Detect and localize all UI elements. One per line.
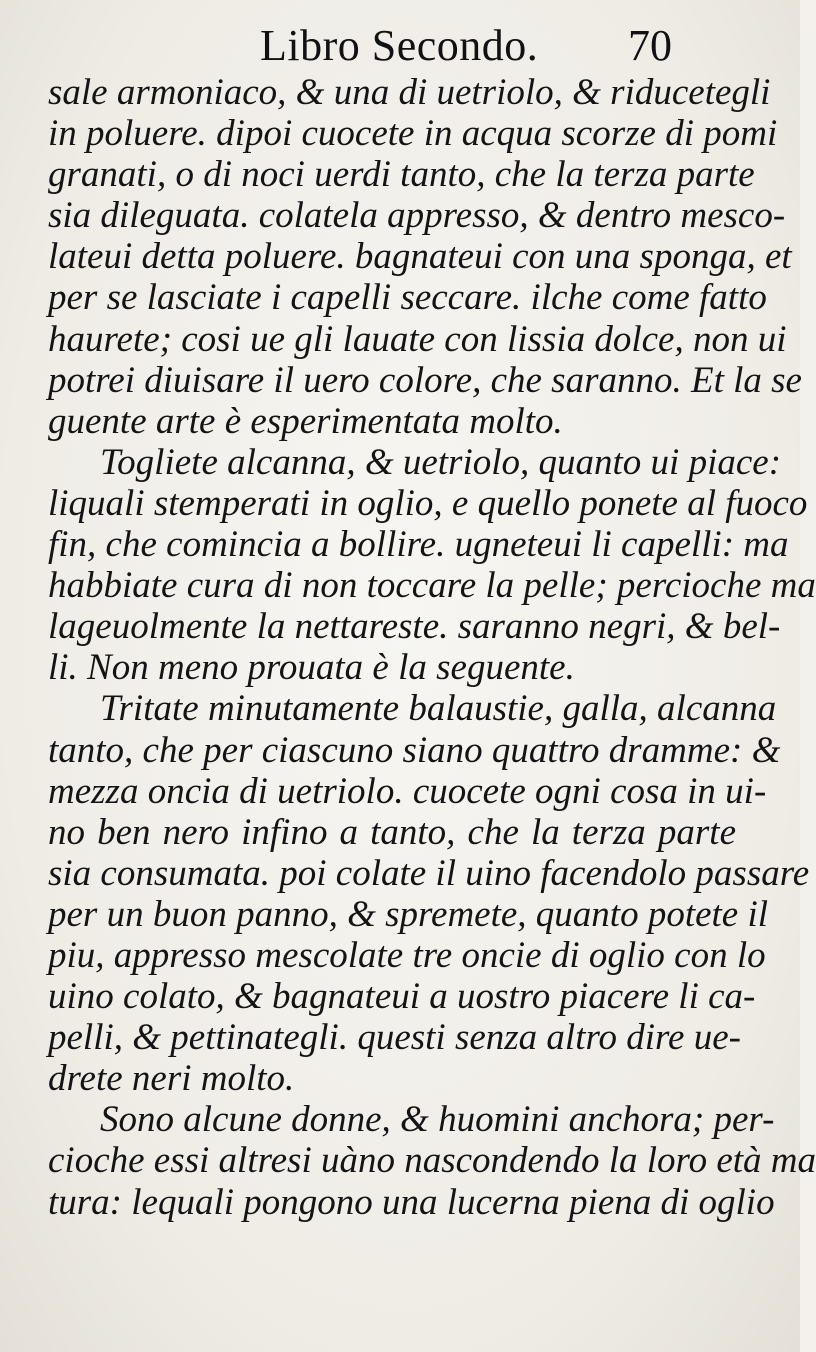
text-line: in poluere. dipoi cuocete in acqua scorze di pomi	[48, 113, 778, 155]
text-line: drete neri molto.	[48, 1058, 295, 1100]
page-header	[0, 14, 800, 74]
text-line: haurete; cosi ue gli lauate con lissia dolce, non ui	[48, 318, 787, 360]
paragraph	[48, 688, 810, 1100]
text-line: tura: lequali pongono una lucerna piena di oglio	[48, 1181, 775, 1223]
text-line: lageuolmente la nettareste. saranno negri, & bel-	[48, 606, 781, 648]
text-line: uino colato, & bagnateui a uostro piacere li ca-	[48, 976, 756, 1018]
text-line: Togliete alcanna, & uetriolo, quanto ui piace:	[100, 441, 782, 483]
paragraph	[48, 72, 802, 442]
text-line: potrei diuisare il uero colore, che saranno. Et la se	[48, 359, 802, 401]
text-line: li. Non meno prouata è la seguente.	[48, 647, 575, 689]
running-head: Libro Secondo.	[260, 21, 539, 70]
text-line: Tritate minutamente balaustie, galla, alcanna	[100, 688, 777, 730]
paragraph	[48, 441, 816, 689]
text-line: tanto, che per ciascuno siano quattro dramme: &	[48, 729, 781, 771]
text-line: habbiate cura di non toccare la pelle; percioche ma	[48, 565, 816, 607]
text-line: no ben nero infino a tanto, che la terza parte	[48, 811, 736, 853]
text-line: Sono alcune donne, & huomini anchora; per-	[100, 1099, 775, 1141]
text-line: liquali stemperati in oglio, e quello ponete al fuoco	[48, 482, 808, 524]
text-line: per un buon panno, & spremete, quanto potete il	[48, 893, 769, 935]
text-line: mezza oncia di uetriolo. cuocete ogni cosa in ui-	[48, 770, 767, 812]
text-line: per se lasciate i capelli seccare. ilche come fatto	[48, 277, 767, 319]
text-line: lateui detta poluere. bagnateui con una sponga, et	[48, 236, 792, 278]
text-line: cioche essi altresi uàno nascondendo la loro età ma	[48, 1140, 816, 1182]
page-number: 70	[628, 21, 672, 70]
text-line: sia dileguata. colatela appresso, & dentro mesco-	[48, 195, 786, 237]
text-line: granati, o di noci uerdi tanto, che la terza parte	[48, 154, 755, 196]
text-line: sale armoniaco, & una di uetriolo, & riducetegli	[48, 72, 771, 113]
text-line: fin, che comincia a bollire. ugneteui li capelli: ma	[48, 524, 789, 566]
text-line: pelli, & pettinategli. questi senza altro dire ue-	[48, 1017, 741, 1059]
text-line: piu, appresso mescolate tre oncie di oglio con lo	[48, 934, 766, 976]
text-line: sia consumata. poi colate il uino facendolo passare	[48, 852, 810, 894]
body-text	[48, 72, 816, 1223]
paragraph	[48, 1099, 816, 1223]
text-line: guente arte è esperimentata molto.	[48, 400, 563, 442]
